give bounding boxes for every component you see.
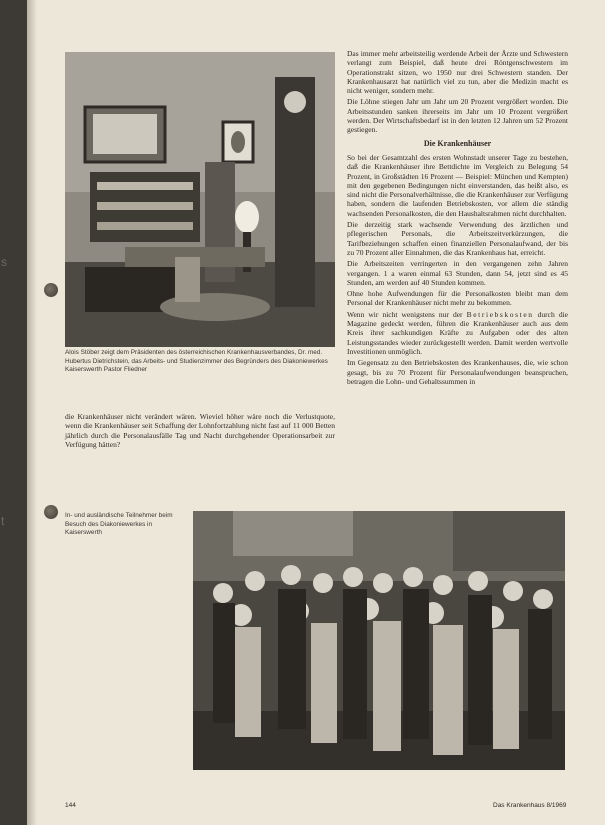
right-column-text <box>347 49 568 388</box>
left-column-text <box>65 412 335 451</box>
binding-shadow <box>27 0 37 825</box>
page-number: 144 <box>65 802 76 809</box>
photo-study-room <box>65 52 335 347</box>
paragraph-8: Im Gegensatz zu den Betriebskosten des Krankenhauses, die, wie schon gesagt, bis zu 70 Prozent für Personalaufwendungen beanspruchen, betragen die Lohn- und Gehaltssummen in <box>347 358 568 386</box>
punch-hole-top <box>44 283 58 297</box>
paragraph-7-start: Wenn wir nicht wenigstens nur der <box>347 309 467 319</box>
caption-study-room: Alois Stöber zeigt dem Präsidenten des österreichischen Krankenhausverbandes, Dr. med. Hubertus Dietrichstein, das Arbeits- und Studienzimmer des Begründers des Diakoniewerkes Kaiserswerth Pastor Fliedner <box>65 349 328 374</box>
paragraph-2: Die Löhne stiegen Jahr um Jahr um 20 Prozent vergrößert worden. Die Arbeitsstunden sanken ihrerseits im Jahr um 10 Prozent vergrößert werden. Der Wirtschaftsbedarf ist in den letzten 12 Jahren um 52 Prozent gestiegen. <box>347 97 568 135</box>
punch-hole-bottom <box>44 505 58 519</box>
paragraph-7-emphasis: Betriebskosten <box>466 309 534 319</box>
paragraph-6: Ohne hohe Aufwendungen für die Personalkosten bleibt man dem Personal der Krankenhäuser nicht mehr zu bekommen. <box>347 289 568 308</box>
paragraph-1: Das immer mehr arbeitsteilig werdende Arbeit der Ärzte und Schwestern verlangt zum Beispiel, daß heute drei Röntgenschwestern im Operationstrakt sitzen, wo 1950 nur drei Schwestern standen. Der Krankenhausarzt hat natürlich viel zu tun, aber die Medizin macht es nicht weniger, sondern mehr. <box>347 49 568 96</box>
paragraph-7-end: durch die Magazine gedeckt werden, führen die Krankenhäuser auch aus dem Kreis ihrer sachkundigen Kräfte zu Aufgaben oder des alten Leistungsstandes wieder zurückgestellt werden. Damit werden wertvolle Investitionen unmöglich. <box>347 309 568 356</box>
document-page <box>27 0 605 825</box>
journal-reference: Das Krankenhaus 8/1969 <box>493 802 567 809</box>
paragraph-5: Die Arbeitszeiten verringerten in den vergangenen zehn Jahren vergangen. 1 a waren einmal 63 Stunden, dann 54, jetzt sind es 45 Stunden, am werden auf 40 Stunden kommen. <box>347 259 568 287</box>
margin-mark-t: t <box>1 514 5 528</box>
caption-group-photo: In- und ausländische Teilnehmer beim Besuch des Diakoniewerkes in Kaiserswerth <box>65 512 173 537</box>
left-paragraph: die Krankenhäuser nicht verändert wären. Wieviel höher wäre noch die Verlustquote, wenn die Krankenhäuser seit Schaffung der Lohnfortzahlung nicht fast auf 11 000 Betten jährlich durch die Personalausfälle Tag und Nacht durchgehender Operationsarbeit zur Verfügung hätten? <box>65 412 335 449</box>
paragraph-3: So bei der Gesamtzahl des ersten Wohnstadt unserer Tage zu bestehen, daß die Krankenhäuser ihre Bettdichte im Vergleich zu Belegung 54 Prozent, in Großstädten 16 Prozent — Beispiel: München und Kempten) mit den gegebenen Bedingungen nicht einverstanden, das heißt also, es sind nicht die Personalverhältnisse, die die Krankenhäuser zur Verfügung haben, sondern die laufenden Betriebskosten, vor allem die ständig wachsenden Personalkosten, die den Haushaltsrahmen nicht durchhalten. <box>347 152 568 218</box>
photo-group-visit <box>193 511 565 770</box>
paragraph-4: Die derzeitig stark wachsende Verwendung des ärztlichen und pflegerischen Personals, die Arbeitszeitverkürzungen, die Tarifbeziehungen schaffen einen finanziellen Personalaufwand, der bis zu 70 Prozent aller Einnahmen, die das Krankenhaus hat, erreicht. <box>347 220 568 257</box>
margin-mark-s: s <box>1 255 7 269</box>
section-heading: Die Krankenhäuser <box>423 138 492 148</box>
paragraph-7 <box>347 310 568 356</box>
